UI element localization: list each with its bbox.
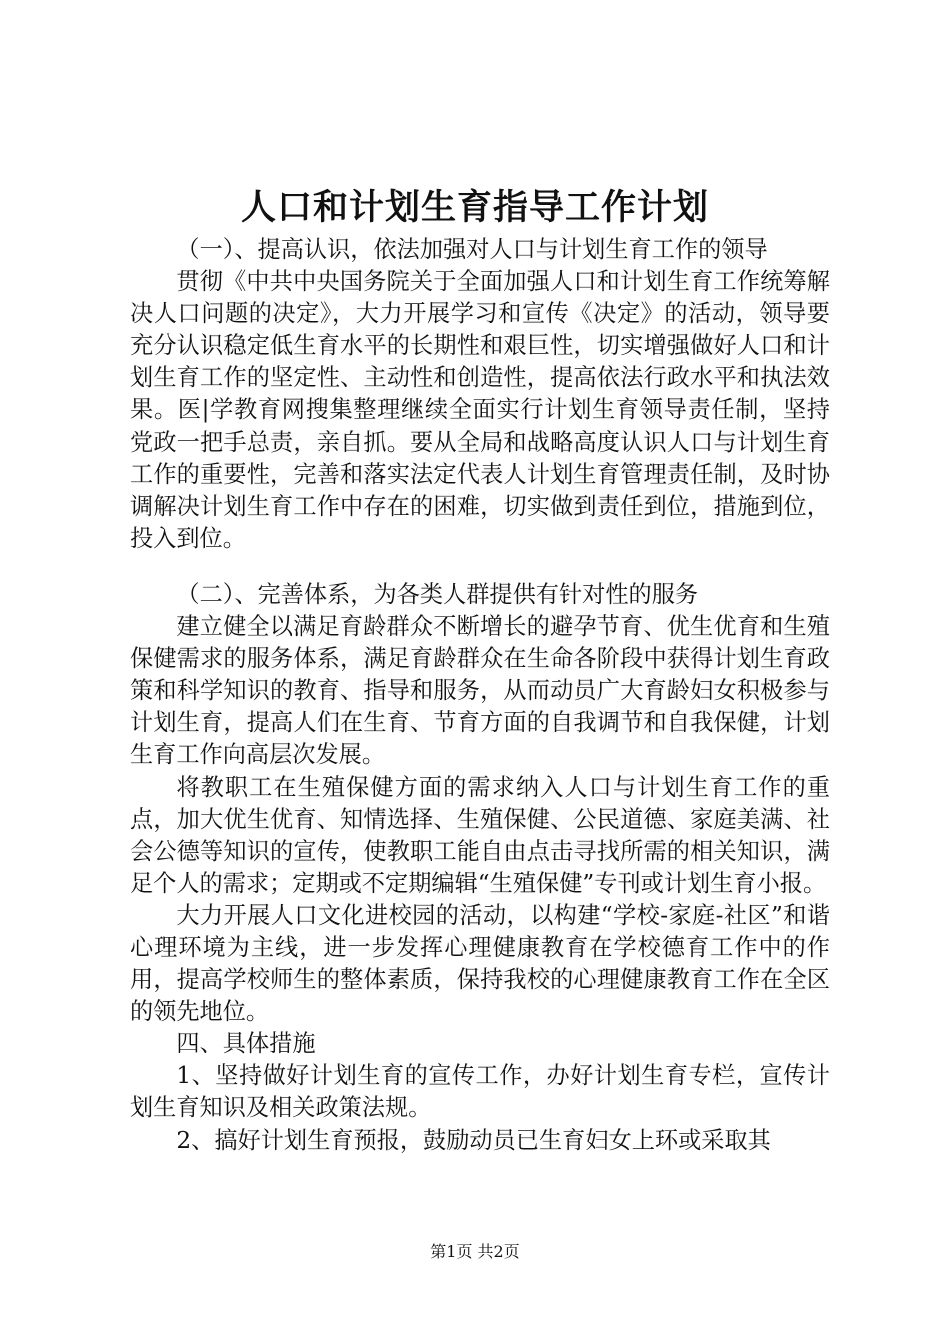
- page-footer: 第1页 共2页: [430, 1242, 520, 1261]
- section-heading-2: （二）、完善体系，为各类人群提供有针对性的服务: [176, 580, 699, 608]
- paragraph-2: 建立健全以满足育龄群众不断增长的避孕节育、优生优育和生殖保健需求的服务体系，满足育龄群众在生命各阶段中获得计划生育政策和科学知识的教育、指导和服务，从而动员广大育龄妇女积极参与计划生育，提高人们在生育、节育方面的自我调节和自我保健，计划生育工作向高层次发展。: [130, 613, 830, 769]
- paragraph-3: 将教职工在生殖保健方面的需求纳入人口与计划生育工作的重点，加大优生优育、知情选择、生殖保健、公民道德、家庭美满、社会公德等知识的宣传，使教职工能自由点击寻找所需的相关知识，满足个人的需求；定期或不定期编辑“生殖保健”专刊或计划生育小报。: [130, 773, 830, 897]
- paragraph-gap: [130, 555, 830, 579]
- measure-item-1: 1、坚持做好计划生育的宣传工作，办好计划生育专栏，宣传计划生育知识及相关政策法规。: [130, 1062, 830, 1122]
- paragraph-4: 大力开展人口文化进校园的活动，以构建“学校-家庭-社区”和谐心理环境为主线，进一步发挥心理健康教育在学校德育工作中的作用，提高学校师生的整体素质，保持我校的心理健康教育工作在全区的领先地位。: [130, 901, 830, 1026]
- section-heading-1: （一）、提高认识，依法加强对人口与计划生育工作的领导: [176, 236, 768, 263]
- paragraph-1: 贯彻《中共中央国务院关于全面加强人口和计划生育工作统筹解决人口问题的决定》，大力开展学习和宣传《决定》的活动，领导要充分认识稳定低生育水平的长期性和艰巨性，切实增强做好人口和计划生育工作的坚定性、主动性和创造性，提高依法行政水平和执法效果。医|学教育网搜集整理继续全面实行计划生育领导责任制，坚持党政一把手总责，亲自抓。要从全局和战略高度认识人口与计划生育工作的重要性，完善和落实法定代表人计划生育管理责任制，及时协调解决计划生育工作中存在的困难，切实做到责任到位，措施到位，投入到位。: [130, 268, 830, 552]
- document-body: [130, 234, 830, 1157]
- measure-item-2: 2、搞好计划生育预报，鼓励动员已生育妇女上环或采取其: [176, 1126, 771, 1154]
- document-title: 人口和计划生育指导工作计划: [240, 188, 709, 228]
- section-heading-4: 四、具体措施: [176, 1030, 316, 1058]
